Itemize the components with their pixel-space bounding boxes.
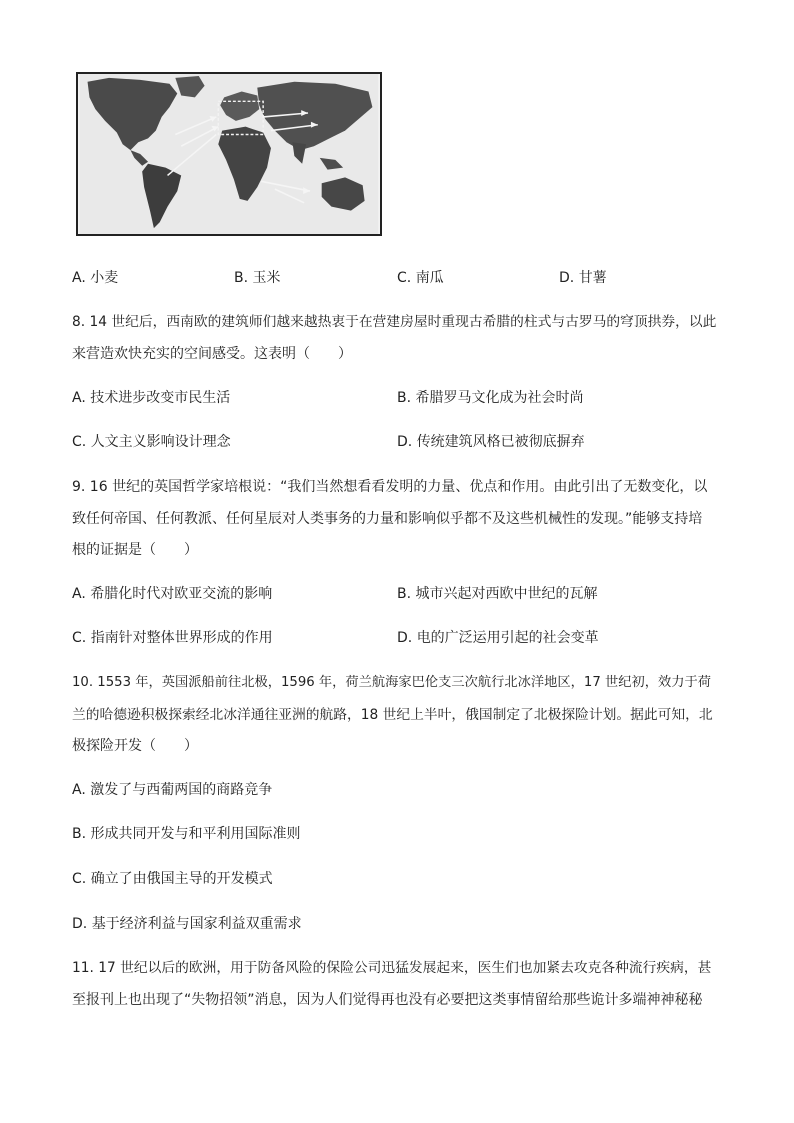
q11-stem-line-2: 至报刊上也出现了“失物招领”消息，因为人们觉得再也没有必要把这类事情留给那些诡计多端神神秘秘	[72, 992, 703, 1008]
q9-option-d[interactable]: D. 电的广泛运用引起的社会变革	[397, 630, 599, 646]
q10-stem-line-3: 极探险开发（ ）	[72, 738, 198, 754]
q10-option-c[interactable]: C. 确立了由俄国主导的开发模式	[72, 871, 273, 887]
q9-option-b[interactable]: B. 城市兴起对西欧中世纪的瓦解	[397, 586, 598, 602]
world-map-image	[78, 74, 380, 234]
q9-stem-line-3: 根的证据是（ ）	[72, 542, 198, 558]
q7-option-d[interactable]: D. 甘薯	[559, 270, 607, 286]
q10-option-a[interactable]: A. 激发了与西葡两国的商路竞争	[72, 782, 273, 798]
q9-option-c[interactable]: C. 指南针对整体世界形成的作用	[72, 630, 273, 646]
q9-stem-line-1: 9. 16 世纪的英国哲学家培根说：“我们当然想看看发明的力量、优点和作用。由此引出了无数变化，以	[72, 479, 708, 495]
q9-options-row-2	[72, 628, 722, 648]
q10-option-d[interactable]: D. 基于经济利益与国家利益双重需求	[72, 916, 302, 932]
q8-option-d[interactable]: D. 传统建筑风格已被彻底摒弃	[397, 434, 585, 450]
q8-stem-line-1: 8. 14 世纪后，西南欧的建筑师们越来越热衷于在营建房屋时重现古希腊的柱式与古罗马的穹顶拱券，以此	[72, 314, 717, 330]
q10-stem-line-1: 10. 1553 年，英国派船前往北极，1596 年，荷兰航海家巴伦支三次航行北冰洋地区，17 世纪初，效力于荷	[72, 675, 711, 690]
q8-options-row-2	[72, 432, 722, 452]
q8-option-b[interactable]: B. 希腊罗马文化成为社会时尚	[397, 390, 584, 406]
q8-option-a[interactable]: A. 技术进步改变市民生活	[72, 390, 231, 406]
q11-stem-line-1: 11. 17 世纪以后的欧洲，用于防备风险的保险公司迅猛发展起来，医生们也加紧去攻克各种流行疾病，甚	[72, 960, 712, 976]
q7-options	[72, 268, 722, 288]
world-map-figure	[76, 72, 382, 236]
q7-option-c[interactable]: C. 南瓜	[397, 270, 444, 286]
q7-option-b[interactable]: B. 玉米	[234, 270, 281, 286]
q9-options-row-1	[72, 584, 722, 604]
q9-stem-line-2: 致任何帝国、任何教派、任何星辰对人类事务的力量和影响似乎都不及这些机械性的发现。”能够支持培	[72, 511, 703, 527]
q8-stem-line-2: 来营造欢快充实的空间感受。这表明（ ）	[72, 346, 352, 362]
q9-option-a[interactable]: A. 希腊化时代对欧亚交流的影响	[72, 586, 273, 602]
q8-option-c[interactable]: C. 人文主义影响设计理念	[72, 434, 231, 450]
q10-stem-line-2: 兰的哈德逊积极探索经北冰洋通往亚洲的航路，18 世纪上半叶，俄国制定了北极探险计划。据此可知，北	[72, 707, 713, 723]
q7-option-a[interactable]: A. 小麦	[72, 270, 119, 286]
q8-options-row-1	[72, 388, 722, 408]
q10-option-b[interactable]: B. 形成共同开发与和平利用国际准则	[72, 826, 301, 842]
